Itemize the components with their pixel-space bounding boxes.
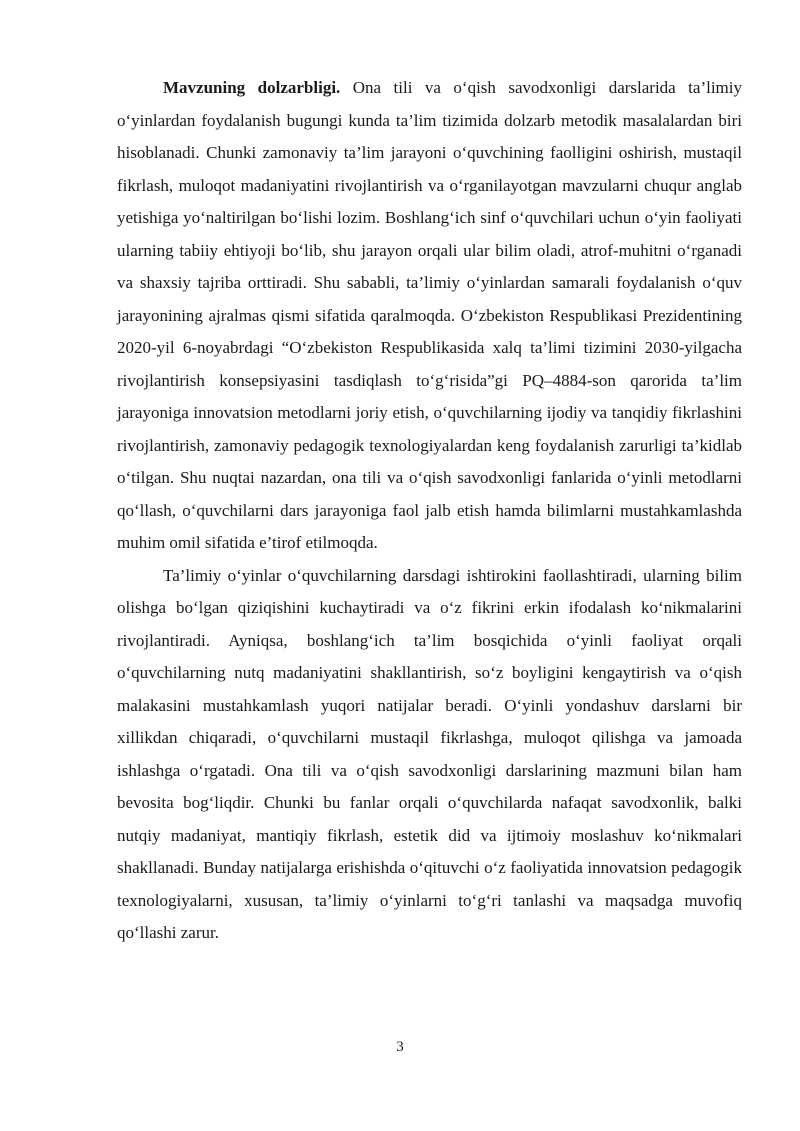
paragraph-text: Ta’limiy o‘yinlar o‘quvchilarning darsdagi ishtirokini faollashtiradi, ularning bilim olishga bo‘lgan qiziqishini kuchaytiradi va o‘z fikrini erkin ifodalash ko‘nikmalarini rivojlantiradi. Ayniqsa, boshlang‘ich ta’lim bosqichida o‘yinli faoliyat orqali o‘quvchilarning nutq madaniyatini shakllantirish, so‘z boyligini kengaytirish va o‘qish malakasini mustahkamlash yuqori natijalar beradi. O‘yinli yondashuv darslarni bir xillikdan chiqaradi, o‘quvchilarni mustaqil fikrlashga, muloqot qilishga va jamoada ishlashga o‘rgatadi. Ona tili va o‘qish savodxonligi darslarining mazmuni bilan ham bevosita bog‘liqdir. Chunki bu fanlar orqali o‘quvchilarda nafaqat savodxonlik, balki nutqiy madaniyat, mantiqiy fikrlash, estetik did va ijtimoiy moslashuv ko‘nikmalari shakllanadi. Bunday natijalarga erishishda o‘qituvchi o‘z faoliyatida innovatsion pedagogik texnologiyalarni, xususan, ta’limiy o‘yinlarni to‘g‘ri tanlashi va maqsadga muvofiq qo‘llashi zarur. [117,565,742,942]
paragraph-educational-games [117,560,742,950]
paragraph-relevance [117,72,742,560]
paragraph-lead-heading: Mavzuning dolzarbligi. [163,78,341,97]
page-number: 3 [396,1039,404,1055]
paragraph-text: Ona tili va o‘qish savodxonligi darslarida ta’limiy o‘yinlardan foydalanish bugungi kunda ta’lim tizimida dolzarb metodik masalalardan biri hisoblanadi. Chunki zamonaviy ta’lim jarayoni o‘quvchining faolligini oshirish, mustaqil fikrlash, muloqot madaniyatini rivojlantirish va o‘rganilayotgan mavzularni chuqur anglab yetishiga yo‘naltirilgan bo‘lishi lozim. Boshlang‘ich sinf o‘quvchilari uchun o‘yin faoliyati ularning tabiiy ehtiyoji bo‘lib, shu jarayon orqali ular bilim oladi, atrof-muhitni o‘rganadi va shaxsiy tajriba orttiradi. Shu sababli, ta’limiy o‘yinlardan samarali foydalanish o‘quv jarayonining ajralmas qismi sifatida qaralmoqda. O‘zbekiston Respublikasi Prezidentining 2020-yil 6-noyabrdagi “O‘zbekiston Respublikasida xalq ta’limi tizimini 2030-yilgacha rivojlantirish konsepsiyasini tasdiqlash to‘g‘risida”gi PQ–4884-son qarorida ta’lim jarayoniga innovatsion metodlarni joriy etish, o‘quvchilarning ijodiy va tanqidiy fikrlashini rivojlantirish, zamonaviy pedagogik texnologiyalardan keng foydalanish zarurligi ta’kidlab o‘tilgan. Shu nuqtai nazardan, ona tili va o‘qish savodxonligi fanlarida o‘yinli metodlarni qo‘llash, o‘quvchilarni dars jarayoniga faol jalb etish hamda bilimlarni mustahkamlashda muhim omil sifatida e’tirof etilmoqda. [117,78,742,552]
document-body [117,72,742,950]
